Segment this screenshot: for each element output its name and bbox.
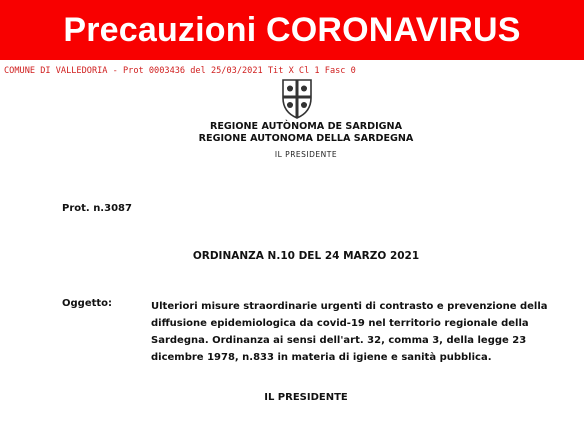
subject-line: dicembre 1978, n.833 in materia di igiene e sanità pubblica. — [151, 352, 492, 363]
banner — [0, 0, 584, 60]
banner-title: Precauzioni CORONAVIRUS — [63, 11, 521, 49]
subject-line: Ulteriori misure straordinarie urgenti di contrasto e prevenzione della — [151, 301, 548, 312]
subject-line: Sardegna. Ordinanza ai sensi dell'art. 32, comma 3, della legge 23 — [151, 335, 527, 346]
subject-line: diffusione epidemiologica da covid-19 nel territorio regionale della — [151, 318, 529, 329]
ordinance-title: ORDINANZA N.10 DEL 24 MARZO 2021 — [192, 250, 420, 262]
subject-label: Oggetto: — [62, 298, 113, 309]
sardinia-coat-of-arms-icon — [275, 76, 319, 120]
protocol-number: Prot. n.3087 — [62, 203, 132, 214]
region-name-italian: REGIONE AUTONOMA DELLA SARDEGNA — [198, 133, 414, 144]
closing-heading: IL PRESIDENTE — [264, 392, 348, 403]
office-subtitle: IL PRESIDENTE — [274, 150, 338, 159]
protocol-stamp: COMUNE DI VALLEDORIA - Prot 0003436 del 25/03/2021 Tit X Cl 1 Fasc 0 — [4, 66, 356, 76]
region-name-sardinian: REGIONE AUTÒNOMA DE SARDIGNA — [209, 121, 403, 132]
subject-text — [151, 298, 548, 366]
